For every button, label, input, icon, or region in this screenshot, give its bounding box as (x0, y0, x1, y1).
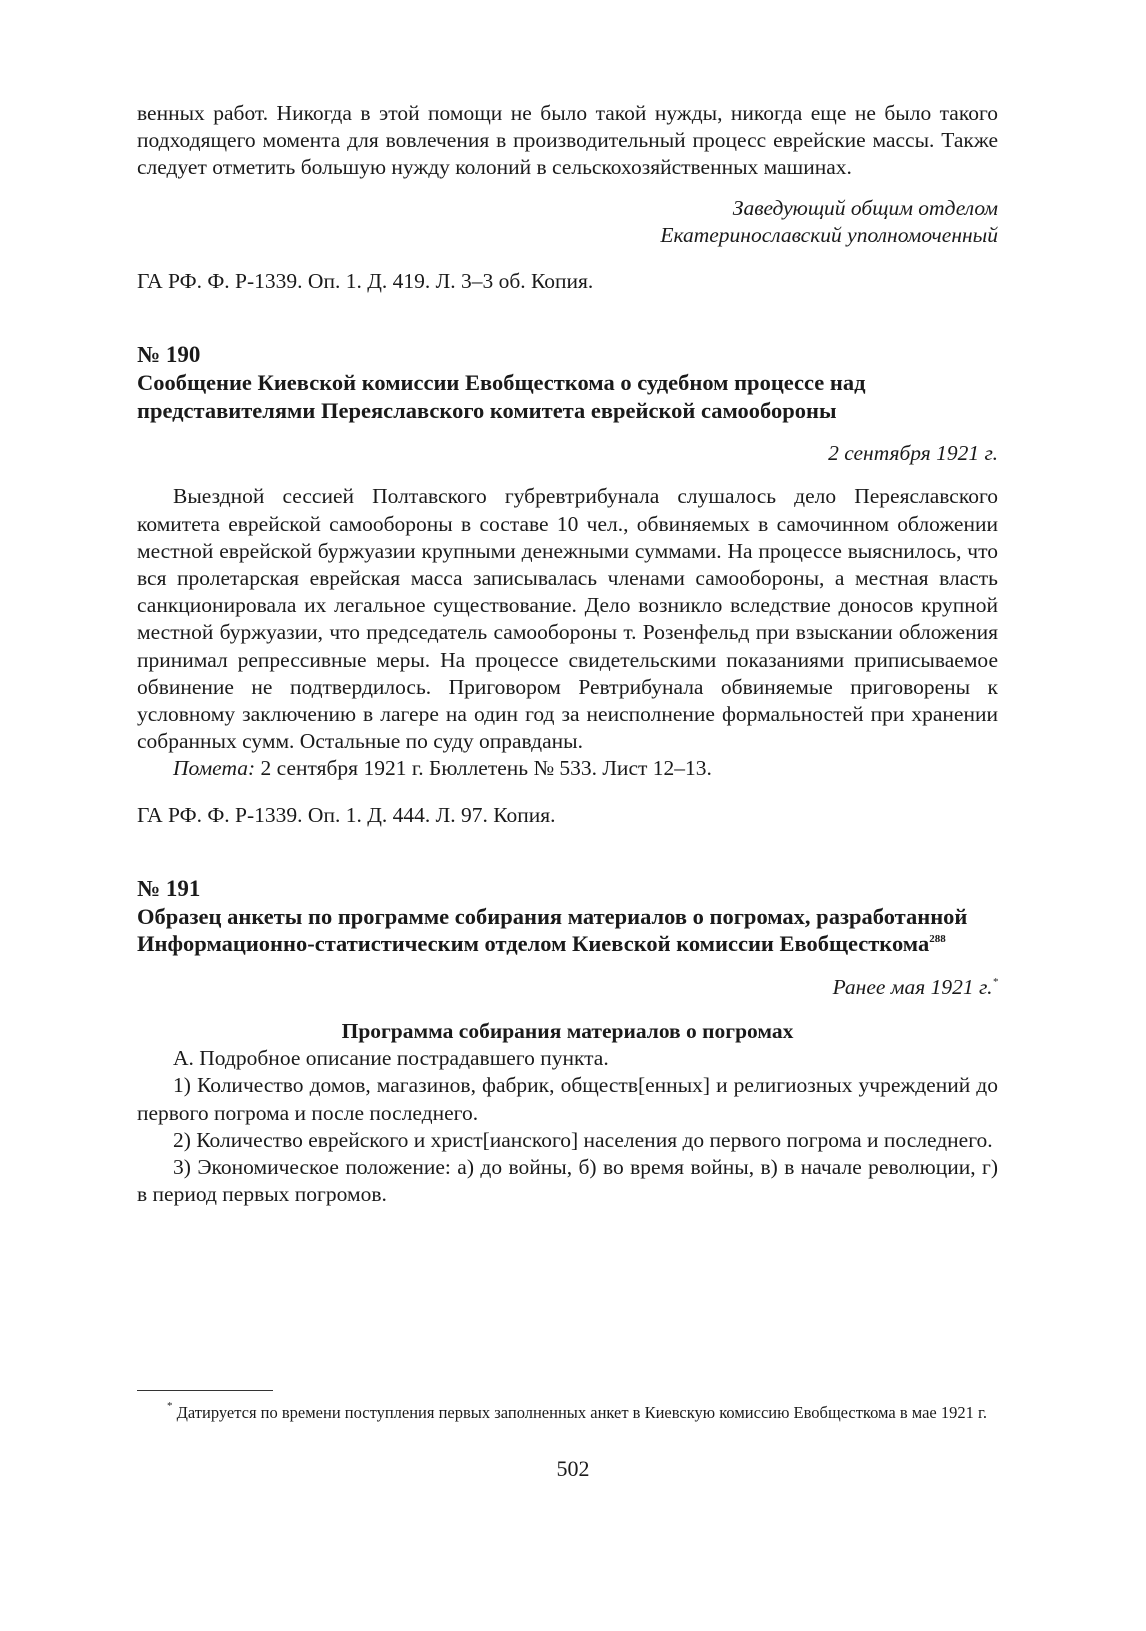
signature-line-2: Екатеринославский уполномоченный (660, 222, 998, 247)
document-date-191 (137, 974, 998, 1001)
footnote-text: Датируется по времени поступления первых заполненных анкет в Киевскую комиссию Евобщесткома в мае 1921 г. (172, 1403, 987, 1422)
program-item-2: 2) Количество еврейского и христ[ианского] населения до первого погрома и последнего. (173, 1127, 993, 1152)
archive-reference-2: ГА РФ. Ф. Р-1339. Оп. 1. Д. 444. Л. 97. Копия. (137, 802, 556, 827)
footnote-marker: * (992, 975, 998, 988)
document-number-191: № 191 (137, 875, 201, 901)
program-item-3: 3) Экономическое положение: а) до войны, б) во время войны, в) в начале революции, г) в период первых погромов. (137, 1155, 998, 1207)
document-title-190: Сообщение Киевской комиссии Евобщесткома о судебном процессе над представителями Переяславского комитета еврейской самообороны (137, 370, 866, 423)
continuation-paragraph: венных работ. Никогда в этой помощи не было такой нужды, никогда еще не было такого подходящего момента для вовлечения в производительный процесс еврейские массы. Также следует отметить большую нужду колоний в сельскохозяйственных машинах. (137, 101, 998, 180)
document-body-190: Выездной сессией Полтавского губревтрибунала слушалось дело Переяславского комитета еврейской самообороны в составе 10 чел., обвиняемых в самочинном обложении местной еврейской буржуазии крупными денежными суммами. На процессе выяснилось, что вся пролетарская еврейская масса записывалась членами самообороны, а местная власть санкционировала их легальное существование. Дело возникло вследствие доносов крупной местной буржуазии, что председатель самообороны т. Розенфельд при взыскании обложения принимал репрессивные меры. На процессе свидетельскими показаниями приписываемое обвинение не подтвердилось. Приговором Ревтрибунала обвиняемые приговорены к условному заключению в лагере на один год за неисполнение формальностей при хранении собранных сумм. Остальные по суду оправданы. (137, 484, 998, 754)
document-number-190: № 190 (137, 342, 201, 368)
footnote-divider (137, 1390, 273, 1391)
program-item-a: А. Подробное описание пострадавшего пункта. (173, 1046, 609, 1071)
program-subheading: Программа собирания материалов о погромах (341, 1019, 794, 1044)
note-text: 2 сентября 1921 г. Бюллетень № 533. Лист 12–13. (255, 756, 712, 781)
footnote (137, 1402, 998, 1423)
title-text: Образец анкеты по программе собирания материалов о погромах, разработанной Информационно-статистическим отделом Киевской комиссии Евобщесткома (137, 903, 968, 957)
endnote-reference: 288 (929, 933, 946, 946)
archive-reference-1: ГА РФ. Ф. Р-1339. Оп. 1. Д. 419. Л. 3–3 об. Копия. (137, 269, 594, 294)
document-date-190: 2 сентября 1921 г. (828, 441, 998, 466)
page-content (137, 100, 998, 1208)
note-label: Помета: (173, 756, 256, 781)
date-text: Ранее мая 1921 г. (832, 974, 993, 999)
signature-line-1: Заведующий общим отделом (732, 195, 998, 220)
program-item-1: 1) Количество домов, магазинов, фабрик, обществ[енных] и религиозных учреждений до первого погрома и после последнего. (137, 1073, 998, 1125)
page-number: 502 (556, 1456, 590, 1481)
footnote-mark: * (167, 1400, 173, 1412)
document-title-191 (137, 903, 998, 958)
document-note-190 (137, 755, 998, 782)
